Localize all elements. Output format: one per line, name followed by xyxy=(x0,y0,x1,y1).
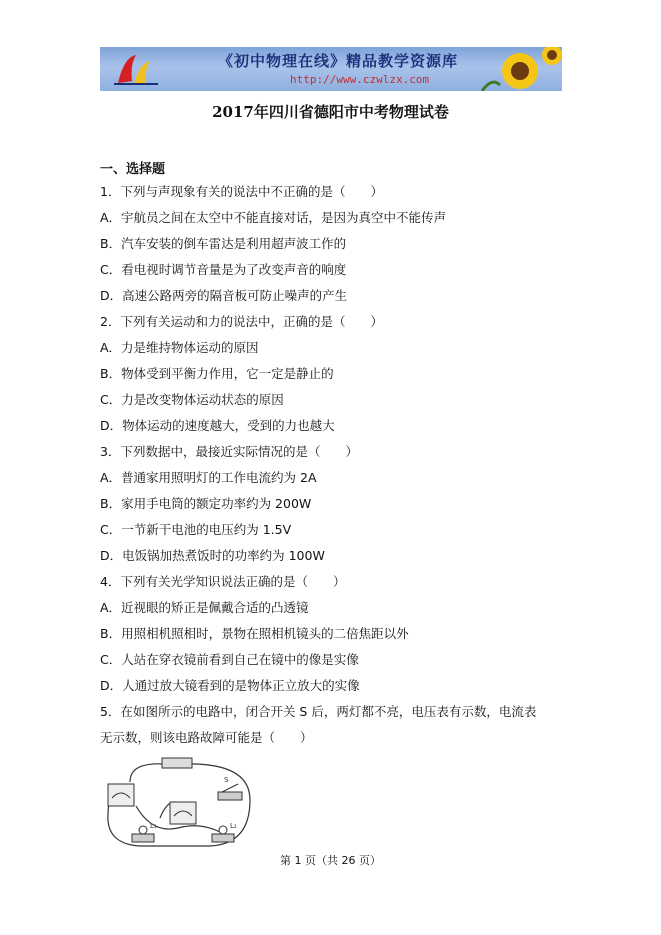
question-line: 1．下列与声现象有关的说法中不正确的是（ ） xyxy=(100,184,383,199)
option-line: C．力是改变物体运动状态的原因 xyxy=(100,392,284,407)
lamp-holder-1-icon xyxy=(132,834,154,842)
question-line: 4．下列有关光学知识说法正确的是（ ） xyxy=(100,574,346,589)
switch-label: S xyxy=(224,776,229,784)
circuit-diagram xyxy=(100,754,260,852)
page-footer: 第 1 页（共 26 页） xyxy=(280,854,381,867)
option-line: C．人站在穿衣镜前看到自己在镜中的像是实像 xyxy=(100,652,359,667)
header-banner xyxy=(100,47,562,91)
banner-title: 《初中物理在线》精品教学资源库 xyxy=(218,52,459,70)
logo-icon xyxy=(110,51,170,87)
option-line: D．物体运动的速度越大，受到的力也越大 xyxy=(100,418,335,433)
voltmeter-icon xyxy=(108,784,134,806)
question-line: 5．在如图所示的电路中，闭合开关 S 后，两灯都不亮，电压表有示数，电流表 xyxy=(100,704,537,719)
switch-icon xyxy=(218,792,242,800)
option-line: A．力是维持物体运动的原因 xyxy=(100,340,259,355)
option-line: B．汽车安装的倒车雷达是利用超声波工作的 xyxy=(100,236,347,251)
lamp-1-icon xyxy=(139,826,147,834)
option-line: B．用照相机照相时，景物在照相机镜头的二倍焦距以外 xyxy=(100,626,409,641)
lamp-2-icon xyxy=(219,826,227,834)
question-line: 2．下列有关运动和力的说法中，正确的是（ ） xyxy=(100,314,383,329)
sunflower-icon xyxy=(472,47,562,91)
switch-lever-icon xyxy=(222,784,238,792)
option-line: D．人通过放大镜看到的是物体正立放大的实像 xyxy=(100,678,360,693)
option-line: A．宇航员之间在太空中不能直接对话，是因为真空中不能传声 xyxy=(100,210,447,225)
option-line: D．高速公路两旁的隔音板可防止噪声的产生 xyxy=(100,288,348,303)
ammeter-icon xyxy=(170,802,196,824)
question-list xyxy=(100,184,580,756)
option-line: A．近视眼的矫正是佩戴合适的凸透镜 xyxy=(100,600,309,615)
option-line: C．一节新干电池的电压约为 1.5V xyxy=(100,522,292,537)
lamp-holder-2-icon xyxy=(212,834,234,842)
battery-icon xyxy=(162,758,192,768)
option-line: D．电饭锅加热煮饭时的功率约为 100W xyxy=(100,548,325,563)
option-line: C．看电视时调节音量是为了改变声音的响度 xyxy=(100,262,347,277)
section-heading: 一、选择题 xyxy=(100,162,166,177)
question-line: 3．下列数据中，最接近实际情况的是（ ） xyxy=(100,444,358,459)
document-title: 2017年四川省德阳市中考物理试卷 xyxy=(212,103,449,121)
question-line-continued: 无示数，则该电路故障可能是（ ） xyxy=(100,730,313,745)
lamp-1-label: L₁ xyxy=(150,822,157,830)
option-line: A．普通家用照明灯的工作电流约为 2A xyxy=(100,470,317,485)
lamp-2-label: L₂ xyxy=(230,822,237,830)
option-line: B．物体受到平衡力作用，它一定是静止的 xyxy=(100,366,334,381)
option-line: B．家用手电筒的额定功率约为 200W xyxy=(100,496,312,511)
banner-url: http://www.czwlzx.com xyxy=(290,73,430,86)
